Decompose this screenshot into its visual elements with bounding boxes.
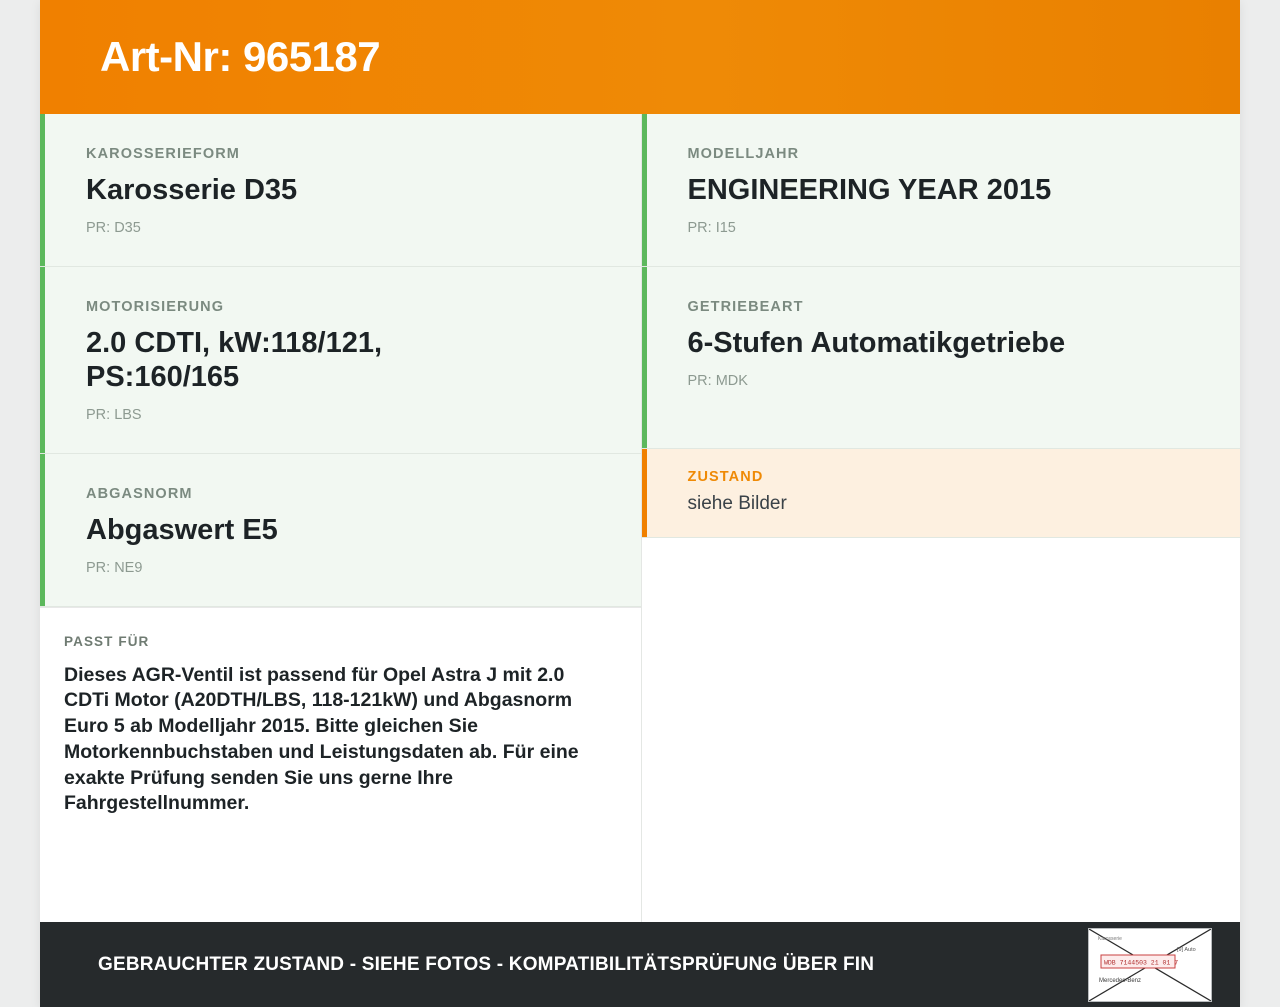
- product-spec-card: [40, 0, 1240, 1007]
- spec-label: ABGASNORM: [86, 485, 193, 502]
- spec-value: 6-Stufen Automatikgetriebe: [687, 326, 1066, 359]
- fits-for-label: PASST FÜR: [64, 633, 150, 649]
- spec-column-left: [40, 114, 642, 922]
- spec-value: Abgaswert E5: [86, 513, 278, 546]
- spec-grid: [40, 114, 1240, 922]
- svg-text:[9] Auto: [9] Auto: [1177, 946, 1196, 953]
- spec-label: GETRIEBEART: [687, 298, 804, 315]
- spec-pr-code: PR: D35: [86, 219, 141, 236]
- spec-value: Karosserie D35: [86, 174, 298, 206]
- spec-pr-code: PR: NE9: [86, 559, 143, 576]
- page-title: Art-Nr: 965187: [100, 33, 381, 80]
- svg-text:WDB 7144503 21 01 7: WDB 7144503 21 01 7: [1104, 959, 1179, 966]
- spec-label: KAROSSERIEFORM: [86, 146, 240, 162]
- spec-value: ENGINEERING YEAR 2015: [687, 174, 1052, 206]
- fits-for-text: Dieses AGR-Ventil ist passend für Opel Astra J mit 2.0 CDTi Motor (A20DTH/LBS, 118-121kW) und Abgasnorm Euro 5 ab Modelljahr 2015. Bitte gleichen Sie Motorkennbuchstaben und Leistungsdaten ab. Für eine exakte Prüfung senden Sie uns gerne Ihre Fahrgestellnummer.: [64, 663, 579, 815]
- spec-value: 2.0 CDTI, kW:118/121, PS:160/165: [86, 326, 383, 393]
- spec-pr-code: PR: LBS: [86, 406, 142, 423]
- spec-motorisierung: [40, 267, 641, 454]
- spec-column-right: [642, 114, 1241, 922]
- spec-zustand: [642, 449, 1241, 538]
- spec-abgasnorm: [40, 454, 641, 607]
- fits-for-block: [40, 607, 641, 837]
- svg-text:Karosserie: Karosserie: [1098, 935, 1122, 942]
- footer-banner: [40, 922, 1240, 1007]
- vehicle-plate-thumbnail: [1088, 928, 1212, 1002]
- header-banner: [40, 0, 1240, 114]
- spec-label: ZUSTAND: [687, 468, 764, 485]
- left-column-filler: [40, 837, 641, 922]
- spec-karosserieform: [40, 114, 641, 267]
- plate-sticker-icon: [1089, 929, 1211, 1001]
- svg-text:Mercedes-Benz: Mercedes-Benz: [1099, 977, 1142, 984]
- footer-note: GEBRAUCHTER ZUSTAND - SIEHE FOTOS - KOMPATIBILITÄTSPRÜFUNG ÜBER FIN: [98, 953, 875, 975]
- spec-pr-code: PR: MDK: [687, 372, 748, 389]
- spec-label: MOTORISIERUNG: [86, 298, 225, 315]
- spec-label: MODELLJAHR: [687, 146, 800, 162]
- spec-pr-code: PR: I15: [687, 219, 736, 236]
- right-column-filler: [642, 538, 1241, 922]
- spec-modelljahr: [642, 114, 1241, 267]
- spec-getriebeart: [642, 267, 1241, 449]
- spec-value: siehe Bilder: [687, 492, 787, 514]
